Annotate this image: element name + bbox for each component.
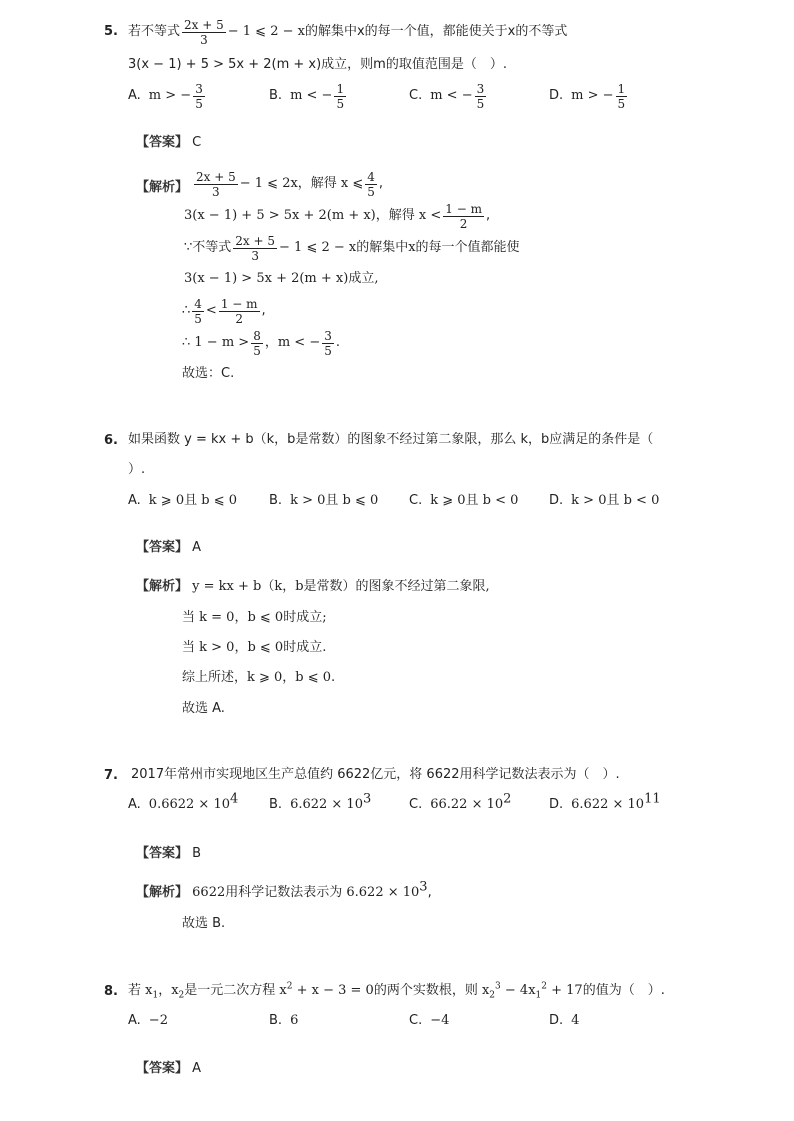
q7-option-b-text: 6.622 × 10 (290, 797, 363, 812)
q5-s5-num2: 1 − m (220, 296, 258, 311)
q5-stem (128, 14, 567, 50)
q8-answer (136, 1061, 201, 1077)
q8-option-a-label: A. (128, 1013, 141, 1028)
q5-s1-den2: 5 (367, 184, 375, 199)
q7-s1-exp: 3 (419, 879, 428, 895)
q6-analysis-step-2: 当 k = 0，b ⩽ 0时成立; (182, 610, 327, 625)
q6-analysis-step-1 (136, 579, 490, 595)
q6-option-b[interactable] (269, 493, 378, 509)
q7-analysis-tag: 【解析】 (136, 885, 189, 900)
q6-analysis-tag: 【解析】 (136, 579, 189, 594)
q5-option-c-text: m < − (430, 88, 473, 103)
q5-s5-den: 5 (194, 311, 202, 326)
q6-stem: 如果函数 y = kx + b（k，b是常数）的图象不经过第二象限，那么 k，b应满足的条件是（ (128, 432, 654, 447)
q8-option-d-label: D. (549, 1013, 564, 1028)
q5-s6-den2: 5 (324, 343, 332, 358)
q5-s2-num: 1 − m (445, 201, 482, 216)
q5-stem-b: − 1 ⩽ 2 − x的解集中 (227, 24, 357, 39)
q5-s6-end: . (335, 335, 340, 350)
q6-option-d-text: k > 0且 b < 0 (571, 493, 660, 508)
q7-analysis-step-1 (136, 879, 432, 901)
q7-option-d-label: D. (549, 797, 564, 812)
q6-s1: y = kx + b（k，b是常数）的图象不经过第二象限, (192, 579, 490, 594)
q6-option-c-text: k ⩾ 0且 b < 0 (430, 493, 519, 508)
q7-option-b-exp: 3 (362, 791, 372, 807)
q5-answer (136, 135, 201, 151)
q7-option-c-label: C. (409, 797, 423, 812)
q5-option-b-text: m < − (290, 88, 333, 103)
q5-s6-b: ，m < − (264, 335, 321, 350)
q8-option-b-label: B. (269, 1013, 283, 1028)
q7-number: 7. (104, 768, 118, 783)
q5-option-d-text: m > − (571, 88, 614, 103)
q7-option-b[interactable] (269, 791, 372, 813)
q5-option-a-den: 5 (195, 96, 203, 111)
q6-analysis-step-4: 综上所述，k ⩾ 0，b ⩽ 0. (182, 670, 336, 685)
q7-answer (136, 846, 201, 862)
q5-option-a[interactable] (128, 80, 207, 112)
q5-option-a-num: 3 (195, 81, 203, 96)
q7-option-a-text: 0.6622 × 10 (148, 797, 230, 812)
q7-s1-end: , (427, 885, 432, 900)
q5-option-d-num: 1 (617, 81, 626, 96)
q5-analysis-step-6 (182, 325, 340, 361)
q7-option-b-label: B. (269, 797, 283, 812)
q5-analysis-step-2 (184, 198, 490, 234)
q5-s5-end: , (261, 303, 266, 318)
q7-option-d[interactable] (549, 791, 661, 813)
q6-stem-line2: ）. (128, 462, 146, 477)
q8-stem-e: − 4x (500, 983, 536, 998)
q6-option-b-text: k > 0且 b ⩽ 0 (290, 493, 379, 508)
q5-s5-b: < (205, 303, 217, 318)
q5-option-d[interactable] (549, 80, 629, 112)
q5-s3-den: 3 (251, 248, 259, 263)
q8-stem (128, 983, 665, 999)
q8-stem-a: 若 x (128, 983, 153, 998)
q5-analysis-step-5 (182, 293, 266, 329)
q5-s1-end: , (378, 176, 384, 191)
q7-answer-tag: 【答案】 (136, 846, 189, 861)
q7-option-c-exp: 2 (503, 791, 512, 807)
q5-analysis-tag: 【解析】 (136, 180, 189, 195)
q5-stem-frac-num: 2x + 5 (184, 17, 224, 32)
q8-option-a-text: −2 (148, 1013, 168, 1028)
q8-stem-f: + 17的值为（ ）. (547, 983, 665, 998)
q8-stem-d-sup: 3 (495, 981, 501, 992)
q5-s3-b: − 1 ⩽ 2 − x的解集中x的每一个值都能使 (279, 240, 520, 255)
q5-option-c[interactable] (409, 80, 488, 112)
q5-stem-c: x的每一个值，都能使关于 (356, 24, 508, 39)
q5-option-c-num: 3 (476, 81, 485, 96)
q6-option-c[interactable] (409, 493, 518, 509)
q5-analysis-step-7: 故选：C. (182, 366, 235, 381)
q8-option-c-text: −4 (430, 1013, 450, 1028)
q5-s6-num: 8 (253, 328, 261, 343)
q8-option-a[interactable] (128, 1013, 168, 1029)
q8-number: 8. (104, 984, 118, 999)
q5-s1-num2: 4 (367, 169, 375, 184)
q8-option-c[interactable] (409, 1013, 449, 1029)
q5-analysis-step-4: 3(x − 1) > 5x + 2(m + x)成立, (184, 271, 379, 286)
q7-option-c-text: 66.22 × 10 (430, 797, 504, 812)
q5-analysis-step-3 (184, 230, 520, 266)
q5-option-c-den: 5 (476, 96, 485, 111)
q7-option-a-label: A. (128, 797, 141, 812)
q6-analysis-step-5: 故选 A. (182, 701, 225, 716)
q7-option-d-exp: 11 (644, 791, 661, 807)
q5-answer-value: C (192, 135, 202, 150)
q5-s6-a: ∴ 1 − m > (182, 335, 250, 350)
q6-analysis-step-3: 当 k > 0，b ⩽ 0时成立. (182, 640, 327, 655)
q6-option-a-label: A. (128, 493, 141, 508)
q7-answer-value: B (192, 846, 202, 861)
q7-analysis-step-2: 故选 B. (182, 916, 226, 931)
q6-option-d[interactable] (549, 493, 659, 509)
q5-stem-a: 若不等式 (128, 24, 181, 39)
q5-s3-num: 2x + 5 (235, 233, 276, 248)
q5-analysis-step-1 (192, 166, 383, 202)
q6-option-a[interactable] (128, 493, 237, 509)
q7-stem: 2017年常州市实现地区生产总值约 6622亿元，将 6622用科学记数法表示为（ ）. (131, 767, 620, 782)
q8-stem-e-sup: 2 (541, 981, 547, 992)
q6-option-b-label: B. (269, 493, 283, 508)
q8-stem-c: 是一元二次方程 x (184, 983, 287, 998)
q8-option-d[interactable] (549, 1013, 579, 1029)
q8-option-c-label: C. (409, 1013, 423, 1028)
q5-number: 5. (104, 24, 118, 39)
q7-option-c[interactable] (409, 791, 512, 813)
q5-s2-den: 2 (459, 216, 468, 231)
q8-answer-tag: 【答案】 (136, 1061, 189, 1076)
q6-number: 6. (104, 433, 118, 448)
q6-option-c-label: C. (409, 493, 423, 508)
q8-stem-c-sup: 2 (286, 981, 293, 992)
q5-stem-frac-den: 3 (200, 32, 208, 47)
q5-stem-line2: 3(x − 1) + 5 > 5x + 2(m + x)成立，则m的取值范围是（ ）. (128, 57, 507, 72)
q5-option-a-label: A. (128, 88, 141, 103)
q8-stem-b: ，x (158, 983, 179, 998)
q5-stem-fraction (182, 18, 226, 47)
q5-option-b-den: 5 (336, 96, 345, 111)
q8-stem-b-sub: 2 (178, 990, 185, 1001)
q7-option-d-text: 6.622 × 10 (571, 797, 645, 812)
q6-option-d-label: D. (549, 493, 564, 508)
q5-s1-num: 2x + 5 (196, 169, 236, 184)
q5-s2-end: , (485, 208, 491, 223)
q5-s5-den2: 2 (235, 311, 243, 326)
q5-option-c-label: C. (409, 88, 423, 103)
q6-answer-value: A (192, 540, 202, 555)
q8-answer-value: A (192, 1061, 202, 1076)
q8-option-d-text: 4 (571, 1013, 580, 1028)
q5-s2-text: 3(x − 1) + 5 > 5x + 2(m + x)，解得 x < (184, 208, 442, 223)
q5-s6-num2: 3 (324, 328, 332, 343)
q8-stem-a-sub: 1 (152, 990, 159, 1001)
q5-option-b-num: 1 (336, 81, 345, 96)
q5-s6-den: 5 (253, 343, 261, 358)
q6-answer (136, 540, 201, 556)
q5-s5-num: 4 (194, 296, 202, 311)
q7-option-a-exp: 4 (229, 791, 239, 807)
q5-option-b[interactable] (269, 80, 348, 112)
q7-s1: 6622用科学记数法表示为 6.622 × 10 (192, 885, 420, 900)
q6-answer-tag: 【答案】 (136, 540, 189, 555)
q5-s1-den: 3 (212, 184, 220, 199)
q8-stem-d-sub: 2 (489, 990, 496, 1001)
q8-stem-d: + x − 3 = 0的两个实数根，则 x (292, 983, 490, 998)
q8-option-b-text: 6 (290, 1013, 299, 1028)
q5-answer-tag: 【答案】 (136, 135, 189, 150)
q5-option-b-label: B. (269, 88, 283, 103)
q5-s3-a: ∵不等式 (184, 240, 232, 255)
q5-option-a-text: m > − (148, 88, 192, 103)
q8-option-b[interactable] (269, 1013, 298, 1029)
q5-stem-d: x的不等式 (507, 24, 568, 39)
q5-s1-text: − 1 ⩽ 2x，解得 x ⩽ (239, 176, 364, 191)
q5-option-d-den: 5 (617, 96, 626, 111)
q5-s5-a: ∴ (182, 303, 191, 318)
q8-stem-e-sub: 1 (535, 990, 542, 1001)
q5-option-d-label: D. (549, 88, 564, 103)
q7-option-a[interactable] (128, 791, 239, 813)
q6-option-a-text: k ⩾ 0且 b ⩽ 0 (148, 493, 237, 508)
